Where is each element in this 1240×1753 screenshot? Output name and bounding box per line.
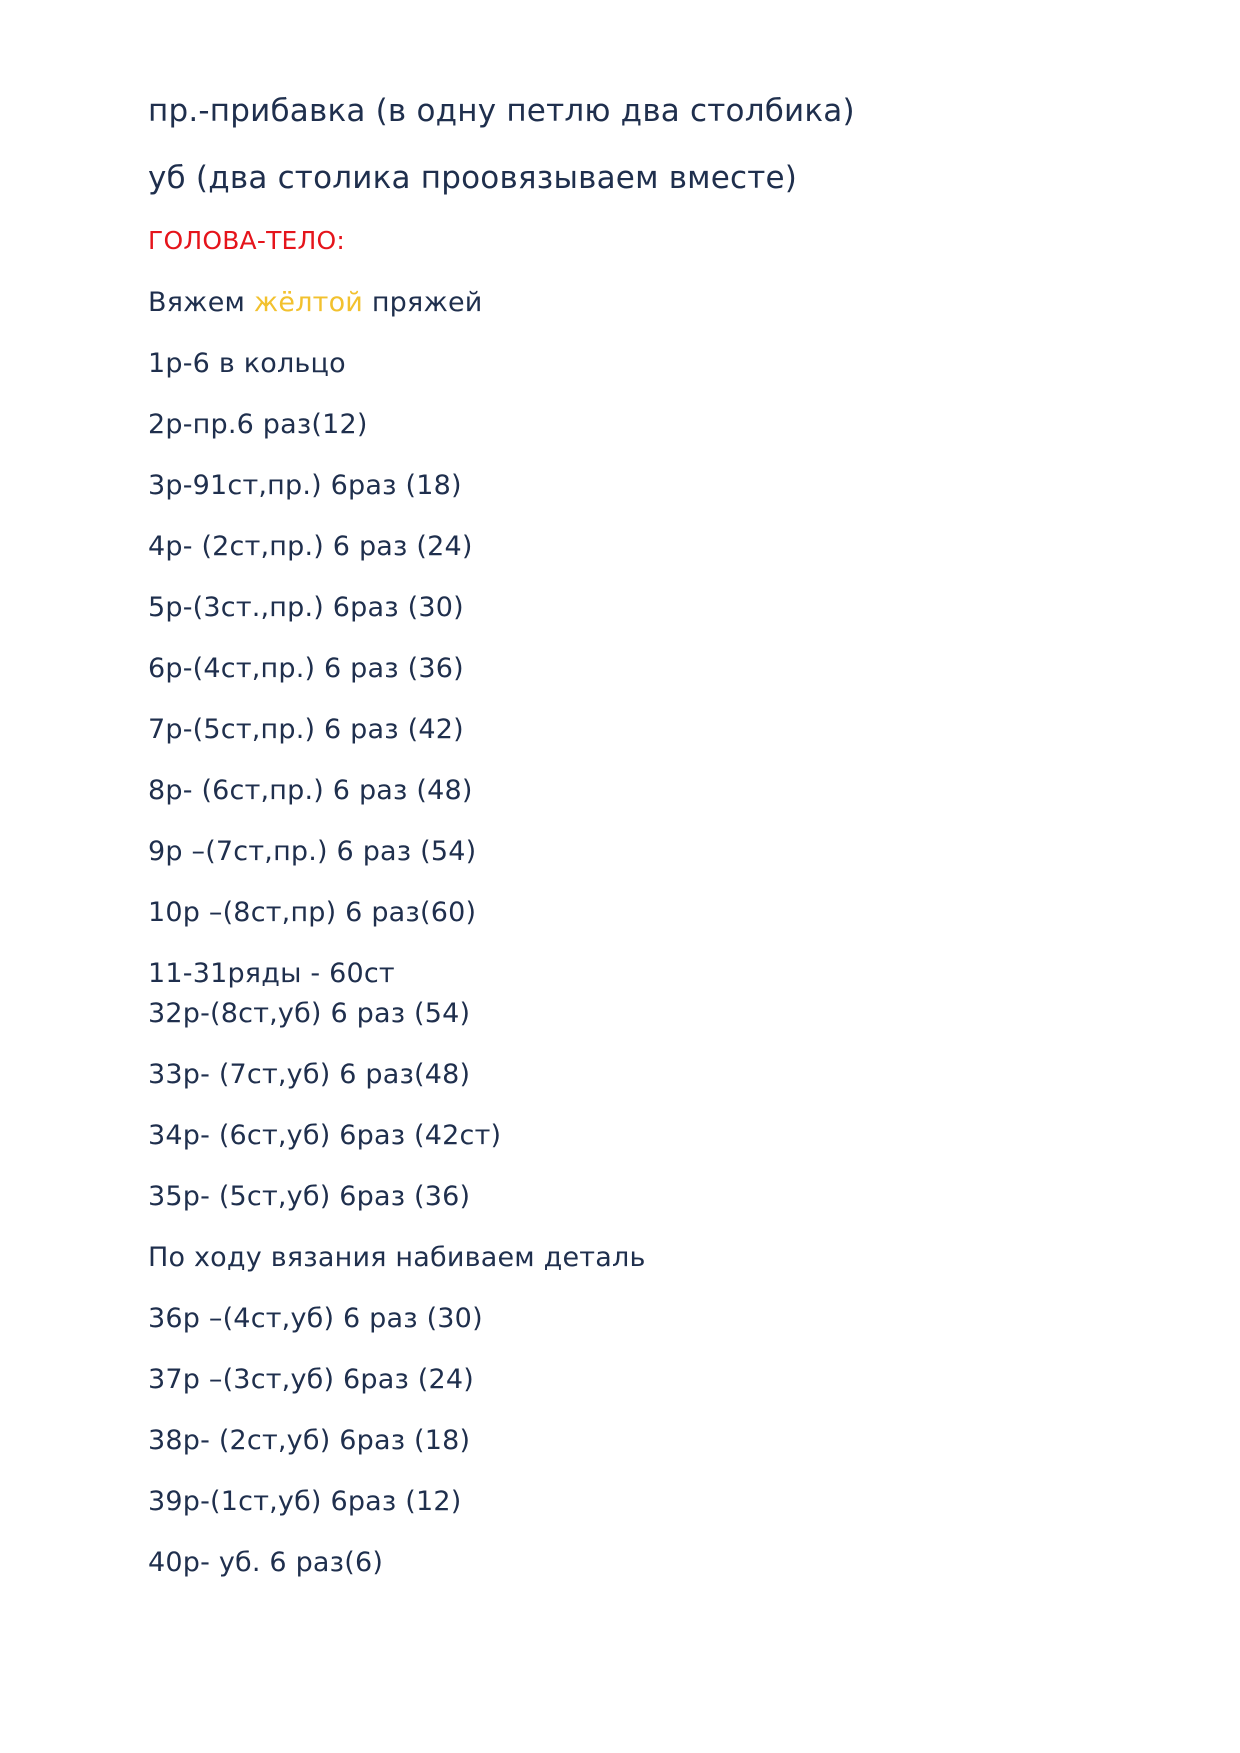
row-line: 11-31ряды - 60ст [148, 958, 395, 989]
row-line: 10р –(8ст,пр) 6 раз(60) [148, 897, 477, 928]
row-line: 35р- (5ст,уб) 6раз (36) [148, 1181, 471, 1212]
row-line: 38р- (2ст,уб) 6раз (18) [148, 1425, 471, 1456]
row-line: 33р- (7ст,уб) 6 раз(48) [148, 1059, 471, 1090]
increase-legend: пр.-прибавка (в одну петлю два столбика) [148, 93, 855, 129]
section-title: ГОЛОВА-ТЕЛО: [148, 226, 346, 255]
yarn-note-before: Вяжем [148, 287, 254, 318]
yarn-note [148, 286, 483, 320]
yarn-note-after: пряжей [363, 287, 483, 318]
row-line: 40р- уб. 6 раз(6) [148, 1547, 384, 1578]
row-line: 32р-(8ст,уб) 6 раз (54) [148, 998, 471, 1029]
row-line: 9р –(7ст,пр.) 6 раз (54) [148, 836, 477, 867]
yarn-color-word: жёлтой [253, 287, 364, 318]
row-line: 2р-пр.6 раз(12) [148, 409, 368, 440]
row-line: 37р –(3ст,уб) 6раз (24) [148, 1364, 475, 1395]
row-line: 8р- (6ст,пр.) 6 раз (48) [148, 775, 473, 806]
row-line: 39р-(1ст,уб) 6раз (12) [148, 1486, 462, 1517]
row-line: 6р-(4ст,пр.) 6 раз (36) [148, 653, 464, 684]
stuffing-note: По ходу вязания набиваем деталь [148, 1242, 646, 1273]
decrease-legend: уб (два столика проовязываем вместе) [148, 160, 798, 196]
row-line: 3р-91ст,пр.) 6раз (18) [148, 470, 462, 501]
row-line: 5р-(3ст.,пр.) 6раз (30) [148, 592, 464, 623]
row-line: 7р-(5ст,пр.) 6 раз (42) [148, 714, 464, 745]
row-line: 1р-6 в кольцо [148, 348, 346, 379]
row-line: 34р- (6ст,уб) 6раз (42ст) [148, 1120, 502, 1151]
row-line: 36р –(4ст,уб) 6 раз (30) [148, 1303, 483, 1334]
row-line: 4р- (2ст,пр.) 6 раз (24) [148, 531, 473, 562]
